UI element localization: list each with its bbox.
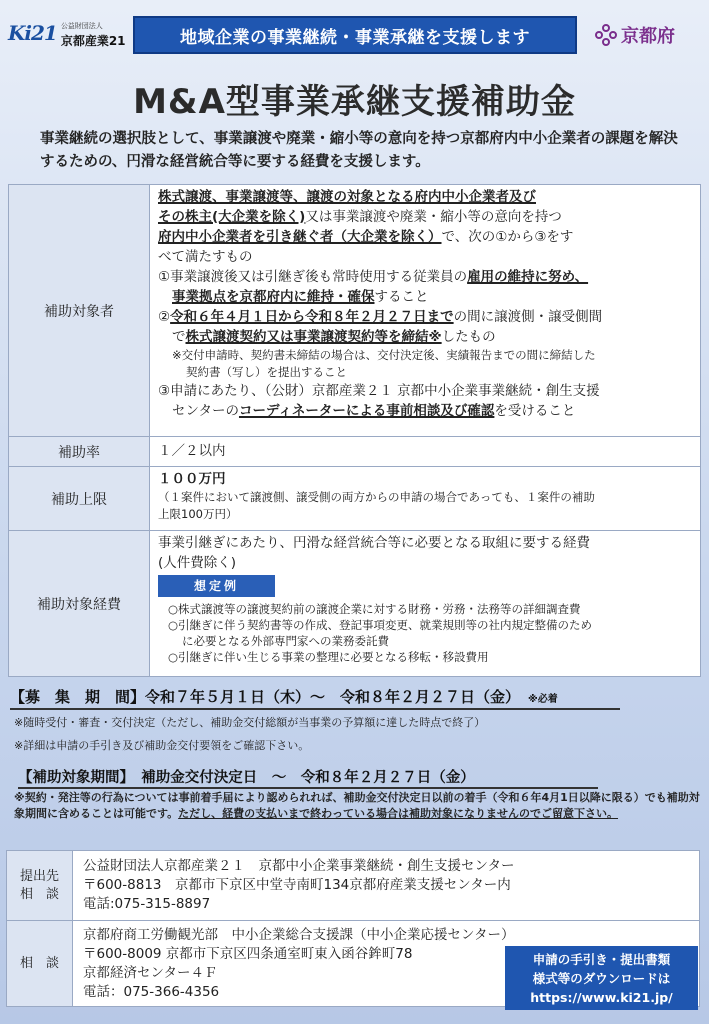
condition-3: ③申請にあたり、（公財）京都産業２１ 京都中小企業事業継続・創生支援 [158,383,600,399]
warning-text-1: ※契約・発注等の行為については事前着手届により認められれば、補助金交付決定日以前の着手（令和６年4月1日以降に限る）でも補助対象期間に含めることは可能です。 [14,791,700,820]
table-row-target [9,185,701,437]
example-2: ○引継ぎに伴う契約書等の作成、登記事項変更、就業規則等の社内規定整備のため [168,618,593,632]
page-title: M&A型事業承継支援補助金 [133,82,576,122]
header [0,0,709,64]
ki21-logo-mark: Ki21 [8,20,57,45]
download-line-2: 様式等のダウンロードは [532,971,671,986]
contact-1-label: 提出先 相 談 [7,851,73,921]
limit-label: 補助上限 [9,467,150,531]
condition-1-cont: 事業拠点を京都府内に維持・確保すること [172,289,429,305]
download-line-1: 申請の手引き・提出書類 [532,952,671,967]
period-note-2: ※詳細は申請の手引き及び補助金交付要領をご確認下さい。 [14,739,310,752]
example-3: ○引継ぎに伴い生じる事業の整理に必要となる移転・移設費用 [168,650,489,664]
subsidy-table [8,184,701,677]
target-label: 補助対象者 [9,185,150,437]
contact-1-address: 〒600-8813 京都市下京区中堂寺南町134京都府産業支援センター内 [83,877,511,893]
target-line-4: べて満たすもの [158,249,253,265]
lead-text: 事業継続の選択肢として、事業譲渡や廃業・縮小等の意向を持つ京都府内中小企業者の課題を解決するための、円滑な経営統合等に要する経費を支援します。 [40,131,678,170]
pref-name: 京都府 [621,26,675,47]
example-2-cont: に必要となる外部専門家への業務委託費 [182,634,389,648]
expense-label: 補助対象経費 [9,531,150,677]
example-1: ○株式譲渡等の譲渡契約前の譲渡企業に対する財務・労務・法務等の詳細調査費 [168,602,581,616]
expense-line-1: 事業引継ぎにあたり、円滑な経営統合等に必要となる取組に要する経費 [158,535,590,551]
org-name [61,18,126,48]
subsidy-underline [18,787,598,789]
contact-1-org: 公益財団法人京都産業２１ 京都中小企業事業継続・創生支援センター [83,858,515,874]
ki21-logo[interactable] [8,18,126,48]
kyoto-pref-logo[interactable] [595,22,675,48]
contact-2-org: 京都府商工労働観光部 中小企業総合支援課（中小企業応援センター） [83,926,515,943]
limit-amount: １００万円 [158,471,226,487]
target-line-2: その株主(大企業を除く)又は事業譲渡や廃業・縮小等の意向を持つ [158,209,562,225]
download-link-box[interactable] [505,946,698,1010]
condition-2: ②令和６年４月１日から令和８年２月２７日までの間に譲渡側・譲受側間 [158,309,603,325]
recruit-period [10,686,700,707]
contact-row-1 [7,851,700,921]
table-row-limit [9,467,701,531]
org-title: 京都産業21 [60,34,126,48]
kyoto-flower-icon [595,24,617,46]
contact-2-building: 京都経済センター４Ｆ [83,964,218,981]
condition-3-cont: センターのコーディネーターによる事前相談及び確認を受けること [172,403,576,419]
limit-value [150,467,701,531]
contact-2-label: 相 談 [7,921,73,1007]
recruit-period-text: 【募 集 期 間】令和７年５月１日（木）～ 令和８年２月２７日（金） [10,688,521,706]
expense-line-2: (人件費除く) [158,555,237,571]
org-type: 公益財団法人 [60,22,103,30]
limit-note-cont: 上限100万円） [158,507,238,521]
contact-2-phone[interactable]: 電話：075-366-4356 [83,983,220,1000]
example-tag: 想定例 [158,575,275,597]
target-line-3: 府内中小企業者を引き継ぐ者（大企業を除く）で、次の①から③をす [158,229,574,245]
top-banner: 地域企業の事業継続・事業承継を支援します [133,16,577,54]
rate-value: １／２以内 [150,437,701,467]
expense-value [150,531,701,677]
target-line-1: 株式譲渡、事業譲渡等、譲渡の対象となる府内中小企業者及び [158,189,536,205]
contact-1-phone[interactable]: 電話:075-315-8897 [83,896,211,912]
target-value [150,185,701,437]
table-row-rate [9,437,701,467]
subsidy-period [18,766,475,787]
condition-2-note: ※交付申請時、契約書未締結の場合は、交付決定後、実績報告までの間に締結した [172,348,596,362]
warning-text-2: ただし、経費の支払いまで終わっている場合は補助対象になりませんのでご留意下さい。 [178,807,619,820]
contact-1-value [73,851,700,921]
condition-1: ①事業譲渡後又は引継ぎ後も常時使用する従業員の雇用の維持に努め、 [158,269,589,285]
rate-label: 補助率 [9,437,150,467]
required-note: ※必着 [528,694,558,705]
condition-2-cont: で株式譲渡契約又は事業譲渡契約等を締結※したもの [172,329,496,345]
prior-start-warning [14,790,702,822]
recruit-underline [10,708,620,710]
condition-2-note-cont: 契約書（写し）を提出すること [186,365,347,379]
contact-2-address: 〒600-8009 京都市下京区四条通室町東入函谷鉾町78 [83,945,413,962]
period-note-1: ※随時受付・審査・交付決定（ただし、補助金交付総額が当事業の予算額に達した時点で終了） [14,716,486,729]
download-url-link[interactable]: https://www.ki21.jp/ [530,990,673,1005]
table-row-expense [9,531,701,677]
subsidy-period-text: 【補助対象期間】 補助金交付決定日 ～ 令和８年２月２７日（金） [18,770,475,786]
limit-note: （１案件において譲渡側、譲受側の両方からの申請の場合であっても、１案件の補助 [158,490,595,504]
